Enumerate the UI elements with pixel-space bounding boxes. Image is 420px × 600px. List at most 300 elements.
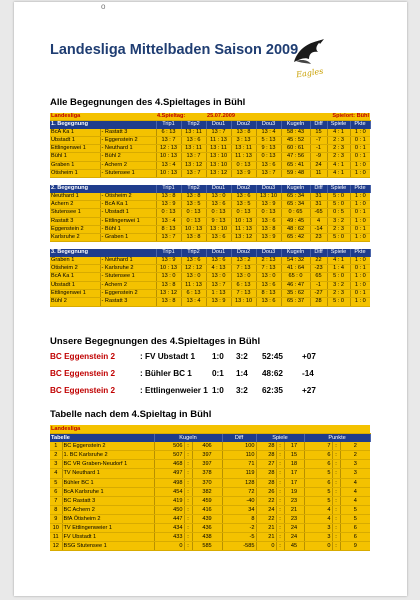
standings-diff: 119 [222, 469, 256, 478]
bird-logo-icon [282, 32, 332, 82]
separator: : [184, 514, 192, 523]
match-pk: 0 : 1 [350, 153, 370, 161]
standings-kf: 0 [154, 542, 184, 551]
match-diff: 31 [310, 193, 327, 201]
match-pk: 1 : 0 [350, 298, 370, 306]
result-spiele: 1:0 [212, 386, 224, 395]
round-column-header: Dou2 [231, 185, 256, 192]
standings-ka: 416 [192, 505, 222, 514]
match-kugeln: 45 : 52 [281, 136, 310, 144]
home-team: Ubstadt 1 [50, 136, 100, 144]
standings-pa: 5 [340, 505, 370, 514]
standings-row [50, 514, 370, 523]
standings-ka: 370 [192, 478, 222, 487]
home-team: Eggenstein 2 [50, 225, 100, 233]
match-t1: 13 : 4 [156, 161, 181, 169]
away-team: - Ötisheim 2 [100, 193, 156, 201]
result-team: BC Eggenstein 2 [50, 386, 116, 395]
match-row [50, 170, 370, 178]
separator: : [332, 505, 340, 514]
standings-sa: 24 [284, 533, 304, 542]
separator: : [332, 451, 340, 460]
standings-rank: 3 [50, 460, 62, 469]
standings-rank: 4 [50, 469, 62, 478]
match-diff: 23 [310, 234, 327, 242]
match-kugeln: 41 : 64 [281, 265, 310, 273]
standings-ka: 378 [192, 469, 222, 478]
match-pk: 1 : 0 [350, 273, 370, 281]
match-kugeln: 47 : 56 [281, 153, 310, 161]
match-t1: 13 : 0 [156, 273, 181, 281]
match-t2: 12 : 12 [181, 265, 206, 273]
match-d3: 2 : 13 [256, 257, 281, 265]
home-team: Achern 2 [50, 200, 100, 208]
standings-ka: 436 [192, 524, 222, 533]
away-team: - Ubstadt 1 [100, 209, 156, 217]
standings-sf: 24 [256, 505, 276, 514]
match-t2: 6 : 13 [181, 289, 206, 297]
standings-sa: 19 [284, 487, 304, 496]
match-diff: -23 [310, 265, 327, 273]
standings-team: TV Neuthard 1 [62, 469, 154, 478]
standings-diff: 72 [222, 487, 256, 496]
match-t1: 10 : 13 [156, 170, 181, 178]
standings-sf: 22 [256, 514, 276, 523]
standings-diff: -2 [222, 524, 256, 533]
round-column-header: Dou1 [206, 249, 231, 256]
standings-diff: -5 [222, 533, 256, 542]
separator: : [276, 514, 284, 523]
match-d3: 8 : 13 [256, 289, 281, 297]
standings-row [50, 533, 370, 542]
match-d3: 0 : 13 [256, 209, 281, 217]
result-points: 3:2 [236, 386, 248, 395]
result-team: BC Eggenstein 2 [50, 352, 116, 361]
standings-table [50, 425, 371, 551]
match-diff: -1 [310, 281, 327, 289]
match-row [50, 298, 370, 306]
separator: : [276, 451, 284, 460]
result-kugeln: 52:45 [262, 352, 283, 361]
standings-ka: 459 [192, 496, 222, 505]
standings-rank: 6 [50, 487, 62, 496]
away-team: - Achern 2 [100, 161, 156, 169]
standings-pf: 6 [304, 478, 332, 487]
match-kugeln: 60 : 61 [281, 145, 310, 153]
standings-rank: 7 [50, 496, 62, 505]
round-column-header: Pkte [350, 185, 370, 192]
separator: : [276, 496, 284, 505]
match-d3: 13 : 6 [256, 298, 281, 306]
result-opponent: : Bühler BC 1 [140, 369, 192, 378]
match-pk: 0 : 1 [350, 265, 370, 273]
match-row [50, 273, 370, 281]
match-d2: 13 : 0 [231, 273, 256, 281]
standings-pa: 4 [340, 478, 370, 487]
standings-kf: 468 [154, 460, 184, 469]
match-t2: 13 : 5 [181, 200, 206, 208]
round-column-header: Kugeln [281, 121, 310, 129]
separator: : [276, 469, 284, 478]
match-kugeln: 65 : 42 [281, 234, 310, 242]
standings-ka: 439 [192, 514, 222, 523]
away-team: - Stutensee 1 [100, 273, 156, 281]
league-info-row [50, 113, 370, 121]
round-spacer [50, 242, 370, 250]
match-d1: 13 : 6 [206, 200, 231, 208]
round-column-header: Trip2 [181, 185, 206, 192]
match-t1: 8 : 13 [156, 225, 181, 233]
home-team: Ettlingenwei 1 [50, 145, 100, 153]
match-row [50, 153, 370, 161]
home-team: Ettlingenwei 1 [50, 289, 100, 297]
separator: : [332, 496, 340, 505]
match-d2: 13 : 9 [231, 170, 256, 178]
match-row [50, 209, 370, 217]
standings-team: BC Rastatt 3 [62, 496, 154, 505]
match-sp: 5 : 0 [327, 298, 350, 306]
round-column-header: Pkte [350, 249, 370, 256]
standings-sf: 26 [256, 487, 276, 496]
round-column-header: Diff [310, 121, 327, 129]
standings-row [50, 542, 370, 551]
match-kugeln: 65 : 37 [281, 298, 310, 306]
standings-header-row [50, 434, 370, 443]
result-spiele: 0:1 [212, 369, 224, 378]
section-heading-all-matches: Alle Begegnungen des 4.Spieltages in Bühl [50, 97, 246, 108]
standings-row [50, 505, 370, 514]
standings-row [50, 451, 370, 460]
away-team: - Rastatt 3 [100, 298, 156, 306]
match-d1: 11 : 13 [206, 136, 231, 144]
match-sp: 4 : 1 [327, 129, 350, 137]
match-d1: 13 : 10 [206, 153, 231, 161]
match-d3: 13 : 6 [256, 281, 281, 289]
standings-sf: 28 [256, 469, 276, 478]
match-sp: 5 : 0 [327, 234, 350, 242]
standings-rank: 12 [50, 542, 62, 551]
standings-diff: 100 [222, 442, 256, 451]
match-t1: 12 : 13 [156, 145, 181, 153]
standings-col-kugeln: Kugeln [154, 434, 222, 443]
separator: : [332, 469, 340, 478]
standings-pf: 5 [304, 487, 332, 496]
match-row [50, 225, 370, 233]
standings-diff: -40 [222, 496, 256, 505]
match-kugeln: 65 : 34 [281, 193, 310, 201]
standings-pa: 5 [340, 514, 370, 523]
away-team: - Neuthard 1 [100, 257, 156, 265]
match-d2: 13 : 5 [231, 200, 256, 208]
match-d2: 6 : 13 [231, 281, 256, 289]
round-column-header: Kugeln [281, 185, 310, 192]
standings-league-name: Landesliga [50, 425, 370, 434]
round-column-header: Diff [310, 185, 327, 192]
round-column-header: Trip1 [156, 249, 181, 256]
standings-pa: 4 [340, 487, 370, 496]
standings-league-row [50, 425, 370, 434]
standings-rank: 2 [50, 451, 62, 460]
match-pk: 0 : 1 [350, 289, 370, 297]
round-column-header: Trip2 [181, 121, 206, 129]
standings-team: BC VR Graben-Neudorf 1 [62, 460, 154, 469]
separator: : [332, 460, 340, 469]
match-sp: 4 : 1 [327, 257, 350, 265]
standings-col-spiele: Spiele [256, 434, 304, 443]
match-d1: 13 : 9 [206, 298, 231, 306]
match-t2: 13 : 0 [181, 273, 206, 281]
standings-sa: 23 [284, 496, 304, 505]
separator: : [184, 505, 192, 514]
standings-team: BfA Ötisheim 2 [62, 514, 154, 523]
separator: : [276, 533, 284, 542]
matchday-label: 4.Spieltag: [156, 113, 206, 121]
match-kugeln: 65 : 34 [281, 200, 310, 208]
standings-pf: 6 [304, 451, 332, 460]
standings-diff: 110 [222, 451, 256, 460]
match-d2: 3 : 13 [231, 136, 256, 144]
away-team: - Neuthard 1 [100, 145, 156, 153]
match-d2: 7 : 13 [231, 265, 256, 273]
standings-rank: 9 [50, 514, 62, 523]
match-pk: 0 : 1 [350, 225, 370, 233]
match-t1: 13 : 8 [156, 193, 181, 201]
away-team: - BcA Ka 1 [100, 200, 156, 208]
standings-diff: 71 [222, 460, 256, 469]
standings-row [50, 460, 370, 469]
standings-pf: 4 [304, 505, 332, 514]
standings-col-punkte: Punkte [304, 434, 370, 443]
match-kugeln: 65 : 0 [281, 273, 310, 281]
match-diff: -65 [310, 209, 327, 217]
match-t2: 13 : 7 [181, 170, 206, 178]
round-label: 3. Begegnung [50, 249, 156, 256]
match-t2: 13 : 12 [181, 161, 206, 169]
match-d1: 13 : 11 [206, 145, 231, 153]
match-t1: 13 : 8 [156, 298, 181, 306]
match-t2: 13 : 8 [181, 193, 206, 201]
match-d3: 13 : 9 [256, 234, 281, 242]
standings-rank: 11 [50, 533, 62, 542]
match-diff: -27 [310, 289, 327, 297]
result-diff: +07 [302, 352, 316, 361]
separator: : [184, 442, 192, 451]
match-sp: 1 : 4 [327, 265, 350, 273]
match-kugeln: 0 : 65 [281, 209, 310, 217]
round-column-header: Dou2 [231, 121, 256, 129]
standings-sa: 17 [284, 442, 304, 451]
our-result-row [50, 369, 330, 381]
standings-kf: 433 [154, 533, 184, 542]
standings-diff: -585 [222, 542, 256, 551]
match-d2: 11 : 13 [231, 225, 256, 233]
match-d3: 13 : 8 [256, 225, 281, 233]
match-t2: 13 : 8 [181, 234, 206, 242]
standings-kf: 506 [154, 442, 184, 451]
standings-row [50, 442, 370, 451]
match-d1: 9 : 13 [206, 217, 231, 225]
match-diff: 31 [310, 200, 327, 208]
separator: : [184, 478, 192, 487]
match-d2: 11 : 13 [231, 153, 256, 161]
match-sp: 3 : 2 [327, 217, 350, 225]
match-sp: 3 : 2 [327, 281, 350, 289]
standings-pf: 7 [304, 442, 332, 451]
standings-team: FV Ubstadt 1 [62, 533, 154, 542]
separator: : [332, 542, 340, 551]
match-diff: 24 [310, 161, 327, 169]
match-kugeln: 54 : 32 [281, 257, 310, 265]
match-diff: 22 [310, 257, 327, 265]
round-column-header: Spiele [327, 121, 350, 129]
match-pk: 1 : 0 [350, 161, 370, 169]
match-pk: 1 : 0 [350, 129, 370, 137]
matchday-date: 25.07.2009 [206, 113, 256, 121]
match-d1: 13 : 12 [206, 170, 231, 178]
round-column-header: Dou1 [206, 185, 231, 192]
standings-pf: 6 [304, 460, 332, 469]
match-row [50, 289, 370, 297]
separator: : [332, 487, 340, 496]
standings-team: BcA Karlsruhe 1 [62, 487, 154, 496]
result-points: 3:2 [236, 352, 248, 361]
match-d2: 13 : 12 [231, 234, 256, 242]
standings-row [50, 478, 370, 487]
match-row [50, 200, 370, 208]
round-column-header: Spiele [327, 249, 350, 256]
match-d3: 7 : 13 [256, 265, 281, 273]
separator: : [276, 478, 284, 487]
home-team: Neuthard 1 [50, 193, 100, 201]
standings-diff: 34 [222, 505, 256, 514]
separator: : [276, 524, 284, 533]
match-t2: 10 : 13 [181, 225, 206, 233]
separator: : [184, 487, 192, 496]
match-sp: 5 : 0 [327, 273, 350, 281]
match-t2: 13 : 11 [181, 129, 206, 137]
match-kugeln: 48 : 62 [281, 225, 310, 233]
home-team: Ubstadt 1 [50, 281, 100, 289]
match-sp: 0 : 5 [327, 209, 350, 217]
standings-pa: 2 [340, 451, 370, 460]
match-t1: 10 : 13 [156, 153, 181, 161]
match-pk: 1 : 0 [350, 200, 370, 208]
standings-pa: 2 [340, 442, 370, 451]
standings-team: BSG Stutensee 1 [62, 542, 154, 551]
separator: : [276, 505, 284, 514]
match-pk: 1 : 0 [350, 257, 370, 265]
round-column-header: Dou2 [231, 249, 256, 256]
round-label: 1. Begegnung [50, 121, 156, 129]
league-name: Landesliga [50, 113, 100, 121]
away-team: - Bühl 2 [100, 153, 156, 161]
match-pk: 1 : 0 [350, 217, 370, 225]
result-team: BC Eggenstein 2 [50, 369, 116, 378]
match-d2: 13 : 8 [231, 129, 256, 137]
home-team: BcA Ka 1 [50, 129, 100, 137]
match-t1: 13 : 12 [156, 289, 181, 297]
standings-row [50, 469, 370, 478]
match-d3: 0 : 13 [256, 153, 281, 161]
home-team: BcA Ka 1 [50, 273, 100, 281]
away-team: - Graben 1 [100, 234, 156, 242]
match-d1: 13 : 0 [206, 193, 231, 201]
match-row [50, 161, 370, 169]
standings-team: TV Ettlingenweier 1 [62, 524, 154, 533]
section-heading-our-matches: Unsere Begegnungen des 4.Spieltages in Bühl [50, 336, 261, 347]
match-d3: 13 : 6 [256, 161, 281, 169]
match-t2: 0 : 13 [181, 209, 206, 217]
match-d3: 13 : 6 [256, 217, 281, 225]
standings-sa: 21 [284, 505, 304, 514]
result-diff: -14 [302, 369, 314, 378]
match-d2: 7 : 13 [231, 289, 256, 297]
home-team: Rastatt 3 [50, 217, 100, 225]
standings-pa: 3 [340, 469, 370, 478]
away-team: - Bühl 1 [100, 225, 156, 233]
away-team: - Stutensee 1 [100, 170, 156, 178]
result-points: 1:4 [236, 369, 248, 378]
match-d1: 0 : 13 [206, 209, 231, 217]
match-d1: 13 : 7 [206, 281, 231, 289]
standings-team: Bühler BC 1 [62, 478, 154, 487]
match-sp: 5 : 0 [327, 200, 350, 208]
match-pk: 1 : 0 [350, 281, 370, 289]
standings-kf: 450 [154, 505, 184, 514]
match-d2: 0 : 13 [231, 161, 256, 169]
standings-col-diff: Diff [222, 434, 256, 443]
separator: : [276, 442, 284, 451]
standings-sf: 28 [256, 451, 276, 460]
standings-ka: 406 [192, 442, 222, 451]
standings-pa: 6 [340, 533, 370, 542]
match-row [50, 281, 370, 289]
match-d3: 13 : 7 [256, 170, 281, 178]
match-pk: 1 : 0 [350, 170, 370, 178]
standings-sf: 28 [256, 442, 276, 451]
match-t2: 13 : 6 [181, 257, 206, 265]
match-t2: 13 : 4 [181, 298, 206, 306]
standings-sa: 17 [284, 478, 304, 487]
away-team: - Rastatt 3 [100, 129, 156, 137]
separator: : [184, 451, 192, 460]
match-d3: 13 : 9 [256, 200, 281, 208]
match-d1: 13 : 10 [206, 225, 231, 233]
home-team: Graben 1 [50, 161, 100, 169]
standings-col-tabelle: Tabelle [50, 434, 154, 443]
standings-pa: 9 [340, 542, 370, 551]
separator: : [184, 542, 192, 551]
standings-ka: 382 [192, 487, 222, 496]
separator: : [276, 542, 284, 551]
separator: : [332, 533, 340, 542]
standings-kf: 447 [154, 514, 184, 523]
round-spacer [50, 178, 370, 186]
match-diff: -14 [310, 225, 327, 233]
match-pk: 0 : 1 [350, 136, 370, 144]
match-d2: 10 : 13 [231, 217, 256, 225]
round-column-header: Diff [310, 249, 327, 256]
match-row [50, 145, 370, 153]
standings-pa: 3 [340, 460, 370, 469]
separator: : [184, 524, 192, 533]
standings-team: BC Eggenstein 2 [62, 442, 154, 451]
page-corner-mark: o [101, 2, 106, 11]
match-sp: 2 : 3 [327, 145, 350, 153]
match-row [50, 129, 370, 137]
round-column-header: Dou3 [256, 185, 281, 192]
result-spiele: 1:0 [212, 352, 224, 361]
